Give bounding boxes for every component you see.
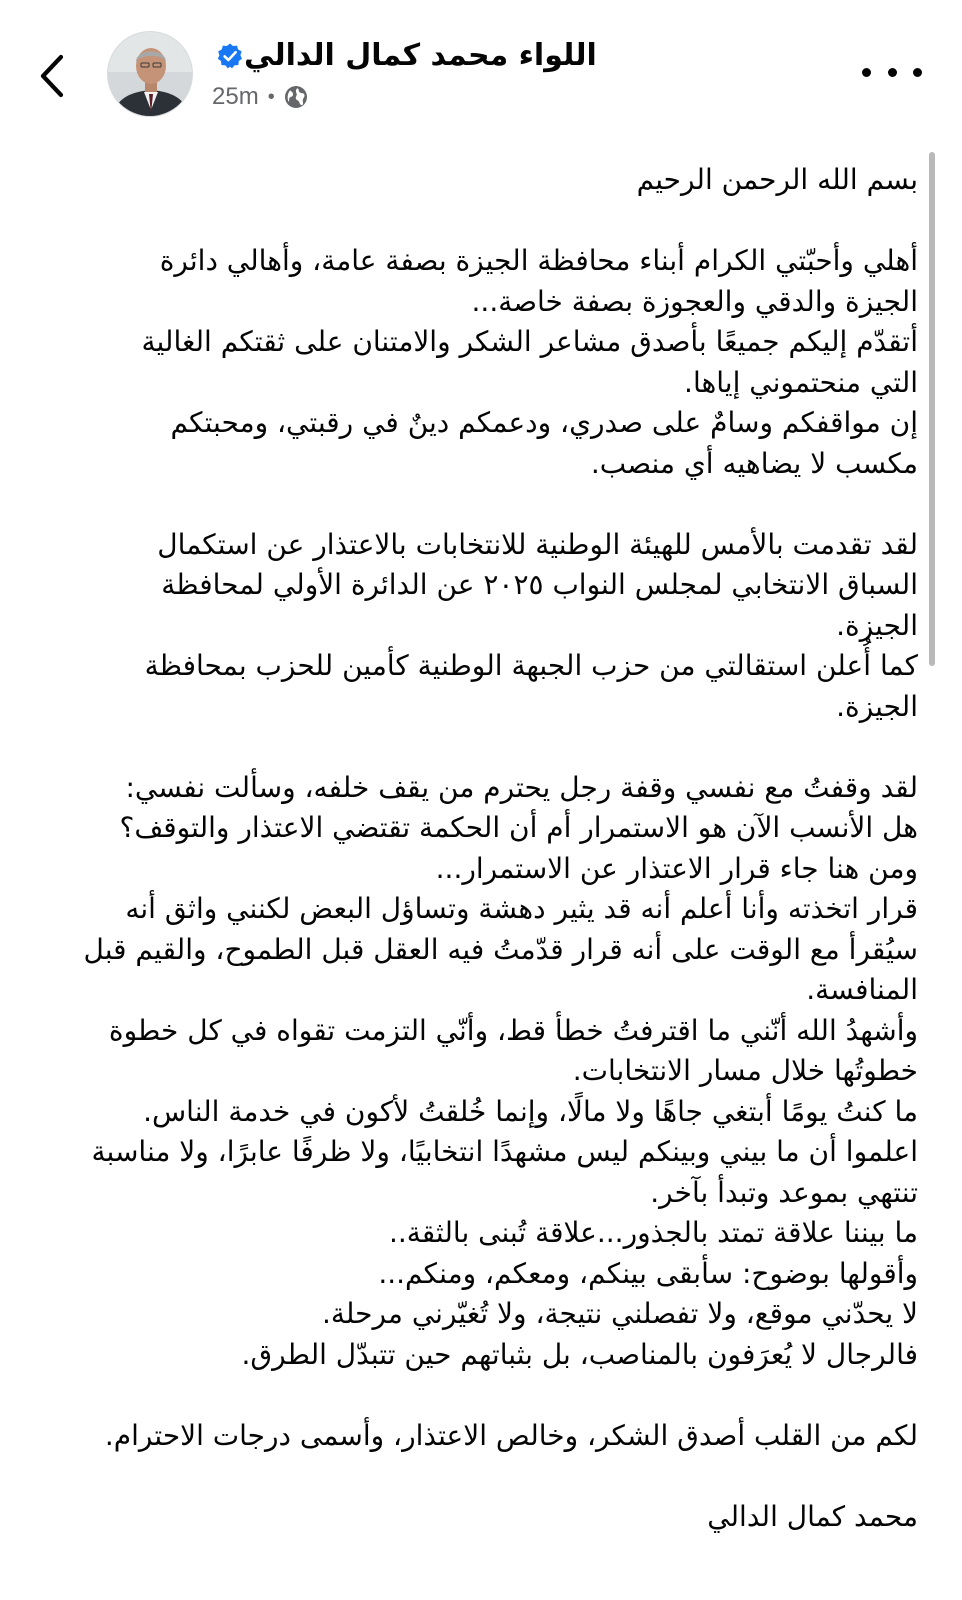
- meta-separator: •: [267, 85, 275, 108]
- post-line: [22, 201, 918, 242]
- post-line: الجيزة والدقي والعجوزة بصفة خاصة...: [471, 284, 918, 318]
- post-line: [22, 727, 918, 768]
- avatar[interactable]: [107, 31, 193, 117]
- post-line: اعلموا أن ما بيني وبينكم ليس مشهدًا انتخابيًا، ولا ظرفًا عابرًا، ولا مناسبة: [91, 1135, 918, 1168]
- post-line: خطوتُها خلال مسار الانتخابات.: [572, 1054, 918, 1087]
- post-line: السباق الانتخابي لمجلس النواب ٢٠٢٥ عن الدائرة الأولي لمحافظة: [161, 568, 918, 601]
- post-line: أتقدّم إليكم جميعًا بأصدق مشاعر الشكر والامتنان على ثقتكم الغالية: [141, 325, 918, 358]
- post-line: [22, 484, 918, 525]
- post-line: قرار اتخذته وأنا أعلم أنه قد يثير دهشة وتساؤل البعض لكنني واثق أنه: [125, 892, 918, 925]
- post-line: بسم الله الرحمن الرحيم: [636, 163, 918, 196]
- post-line: وأشهدُ الله أنّني ما اقترفتُ خطأ قط، وأنّي التزمت تقواه في كل خطوة: [108, 1013, 918, 1047]
- post-line: ما كنتُ يومًا أبتغي جاهًا ولا مالًا، وإنما خُلقتُ لأكون في خدمة الناس.: [143, 1094, 918, 1128]
- post-line: لكم من القلب أصدق الشكر، وخالص الاعتذار، وأسمى درجات الاحترام.: [104, 1418, 918, 1452]
- chevron-left-icon: [37, 53, 67, 99]
- post-header: [0, 0, 962, 140]
- post-line: هل الأنسب الآن هو الاستمرار أم أن الحكمة تقتضي الاعتذار والتوقف؟: [119, 811, 918, 844]
- post-line: لقد وقفتُ مع نفسي وقفة رجل يحترم من يقف خلفه، وسألت نفسي:: [125, 770, 918, 804]
- post-line: كما أُعلن استقالتي من حزب الجبهة الوطنية كأمين للحزب بمحافظة: [144, 649, 918, 682]
- post-meta: [212, 80, 308, 114]
- post-line: التي منحتموني إياها.: [684, 365, 918, 399]
- author-name[interactable]: اللواء محمد كمال الدالي: [244, 38, 597, 73]
- back-button[interactable]: [28, 48, 76, 104]
- post-line: [22, 1375, 918, 1416]
- scrollbar[interactable]: [929, 152, 935, 666]
- verified-badge-icon: [216, 42, 244, 70]
- globe-icon[interactable]: [284, 85, 308, 109]
- post-line: مكسب لا يضاهيه أي منصب.: [590, 446, 918, 480]
- post-line: المنافسة.: [806, 973, 918, 1006]
- post-line: لا يحدّني موقع، ولا تفصلني نتيجة، ولا تُغيّرني مرحلة.: [321, 1297, 918, 1330]
- post-line: سيُقرأ مع الوقت على أنه قرار قدّمتُ فيه العقل قبل الطموح، والقيم قبل: [83, 932, 918, 966]
- post-line: لقد تقدمت بالأمس للهيئة الوطنية للانتخابات بالاعتذار عن استكمال: [157, 527, 918, 561]
- post-line: محمد كمال الدالي: [707, 1499, 918, 1533]
- post-line: ومن هنا جاء قرار الاعتذار عن الاستمرار...: [435, 851, 918, 885]
- post-text: [22, 160, 918, 1537]
- post-line: الجيزة.: [836, 689, 918, 723]
- more-horizontal-icon: [862, 68, 871, 77]
- post-line: إن مواقفكم وسامٌ على صدري، ودعمكم دينٌ في رقبتي، ومحبتكم: [170, 406, 918, 439]
- more-options-button[interactable]: [862, 52, 922, 92]
- post-line: فالرجال لا يُعرَفون بالمناصب، بل بثباتهم حين تتبدّل الطرق.: [241, 1337, 918, 1371]
- post-line: أهلي وأحبّتي الكرام أبناء محافظة الجيزة بصفة عامة، وأهالي دائرة: [159, 244, 918, 277]
- post-line: تنتهي بموعد وتبدأ بآخر.: [650, 1175, 918, 1209]
- author-row: [210, 34, 597, 78]
- author-photo: [108, 32, 193, 117]
- post-line: ما بيننا علاقة تمتد بالجذور...علاقة تُبنى بالثقة..: [388, 1216, 918, 1249]
- post-line: وأقولها بوضوح: سأبقى بينكم، ومعكم، ومنكم...: [378, 1256, 918, 1290]
- timestamp[interactable]: 25m: [212, 83, 259, 110]
- post-line: الجيزة.: [836, 608, 918, 642]
- post-line: [22, 1456, 918, 1497]
